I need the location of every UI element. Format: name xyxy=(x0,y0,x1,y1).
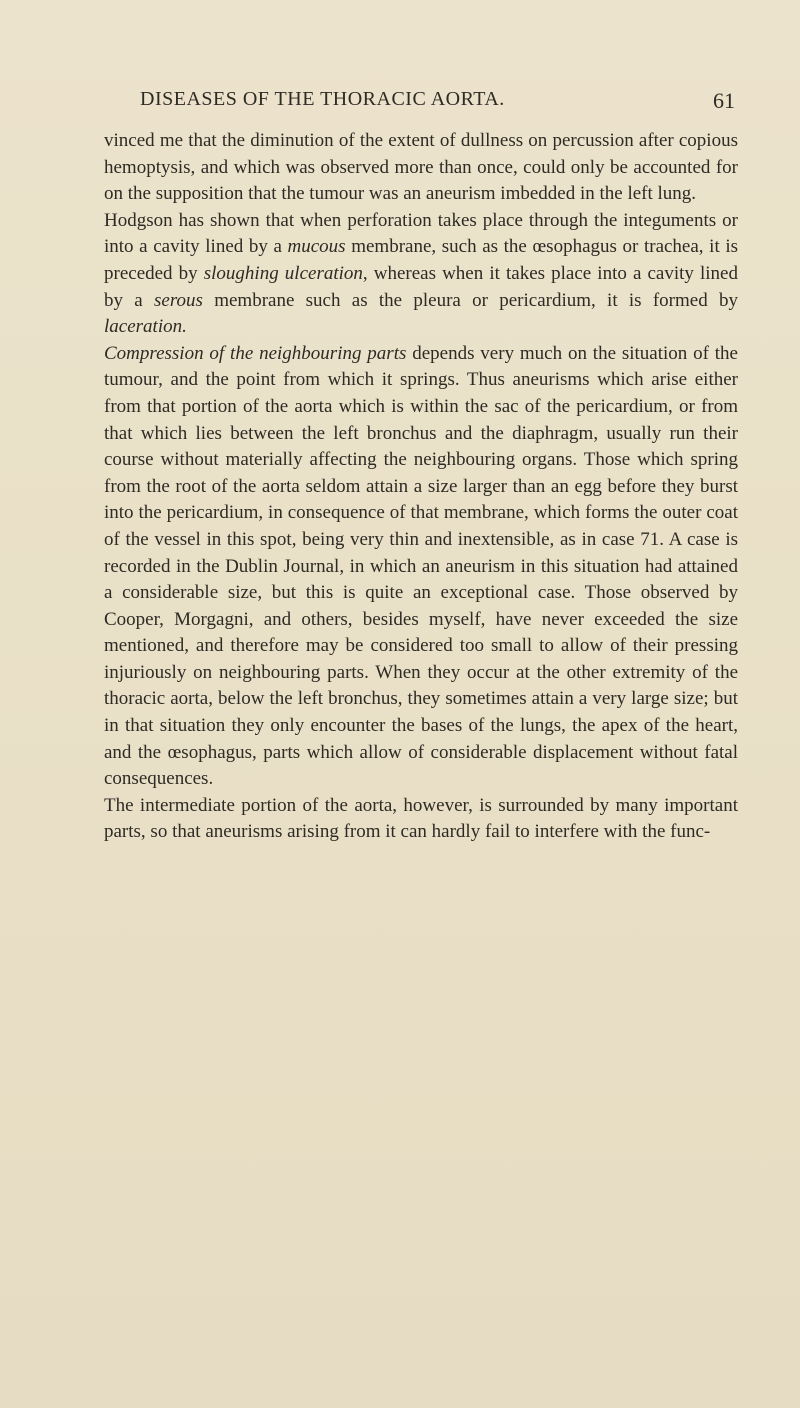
page-number: 61 xyxy=(713,88,735,113)
italic-text: mucous xyxy=(287,236,346,258)
text-run: membrane, such as the œsophagus or trachea, it is preceded by xyxy=(104,236,739,284)
running-head: DISEASES OF THE THORACIC AORTA. xyxy=(140,88,505,110)
paragraph xyxy=(104,208,738,341)
text-run: vinced me that the diminution of the extent of dullness on percussion after copious hemoptysis, and which was observed more than once, could only be accounted for on the supposition that the tumour was an aneurism imbedded in the left lung. xyxy=(104,130,738,205)
text-run: membrane such as the pleura or pericardium, it is formed by xyxy=(202,289,738,311)
paragraph xyxy=(104,341,738,793)
italic-text: laceration. xyxy=(104,316,187,338)
paragraph xyxy=(104,793,738,846)
italic-text: serous xyxy=(154,289,203,311)
paragraph xyxy=(104,128,738,208)
text-run: Hodgson has shown that when perforation takes place through the integuments or into a cavity lined by a xyxy=(104,209,738,258)
text-run: , whereas when it takes place into a cavity lined by a xyxy=(104,262,738,311)
text-run: The intermediate portion of the aorta, however, is surrounded by many important parts, so that aneurisms arising from it can hardly fail to interfere with the func- xyxy=(104,794,738,843)
text-run: depends very much on the situation of the tumour, and the point from which it springs. Thus aneurisms which arise either from that portion of the aorta which is within the sac of the pericardium, or from that which lies between the left bronchus and the diaphragm, usually run their course without materially affecting the neighbouring organs. Those which spring from the root of the aorta seldom attain a size larger than an egg before they burst into the pericardium, in consequence of that membrane, which forms the outer coat of the vessel in this spot, being very thin and inextensible, as in case 71. A case is recorded in the Dublin Journal, in which an aneurism in this situation had attained a considerable size, but this is quite an exceptional case. Those observed by Cooper, Morgagni, and others, besides myself, have never exceeded the size mentioned, and therefore may be considered too small to allow of their pressing injuriously on neighbouring parts. When they occur at the other extremity of the thoracic aorta, below the left bronchus, they sometimes attain a very large size; but in that situation they only encounter the bases of the lungs, the apex of the heart, and the œsophagus, parts which allow of considerable displacement without fatal consequences. xyxy=(104,342,738,790)
italic-text: Compression of the neighbouring parts xyxy=(104,342,407,364)
body-text xyxy=(104,128,738,846)
page-header xyxy=(95,88,735,118)
italic-text: sloughing ulceration xyxy=(203,262,363,284)
